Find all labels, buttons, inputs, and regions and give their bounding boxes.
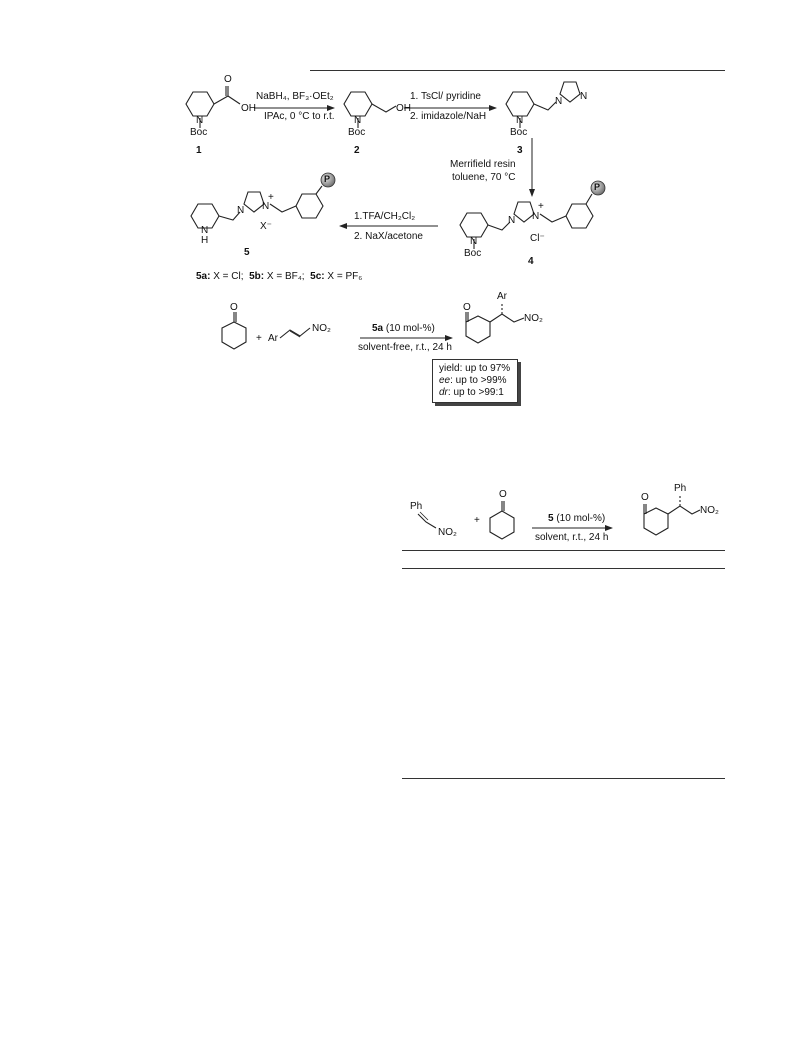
atom-n-5c: N [262, 201, 270, 212]
step-4-reagents-line-2: 2. NaX/acetone [354, 231, 423, 242]
boc-3: Boc [510, 127, 528, 138]
benzene-ring-5 [296, 194, 323, 218]
table-top-rule [402, 550, 725, 551]
ee-label: ee [439, 375, 451, 386]
compound-label-3: 3 [517, 145, 523, 156]
step-2-reagents-line-2: 2. imidazole/NaH [410, 111, 487, 122]
yield-label: yield [439, 363, 460, 374]
results-box [432, 359, 518, 403]
imidazole-ring-3 [560, 82, 580, 102]
variant-5c-text: X = PF₆ [324, 271, 363, 282]
compound-label-2: 2 [354, 145, 360, 156]
atom-n-1: N [196, 115, 204, 126]
variant-5a-text: X = Cl; [210, 271, 244, 282]
cyclohexanone-ring-2 [466, 316, 490, 343]
variant-list [196, 272, 362, 282]
counterion-x-5: X⁻ [260, 221, 272, 232]
step-1-reagents-line-1: NaBH₄, BF₃·OEt₂ [256, 91, 334, 102]
pyrrolidine-ring-4 [460, 213, 488, 237]
atom-n-4a: N [508, 215, 516, 226]
pyrrolidine-ring-3 [506, 92, 534, 116]
imidazole-ring-4 [514, 202, 534, 222]
variant-5a-id: 5a: [196, 271, 211, 282]
atom-n-4c: N [470, 236, 478, 247]
step-4-reagents-line-1: 1.TFA/CH₂Cl₂ [354, 211, 416, 222]
yield-line [439, 363, 511, 375]
scheme-2-nitro-reactant: NO₂ [312, 323, 331, 334]
dr-value: : up to >99:1 [447, 387, 504, 398]
scheme-2-oxygen-2: O [463, 302, 471, 313]
pyrrolidine-ring-1 [186, 92, 214, 116]
table-nitro-reactant: NO₂ [438, 527, 457, 538]
table-oxygen-product: O [641, 492, 649, 503]
compound-label-5: 5 [244, 247, 250, 258]
atom-n-3b: N [580, 91, 588, 102]
atom-n-5a: N [201, 225, 209, 236]
atom-n-4b: N [532, 211, 540, 222]
atom-h-5: H [201, 235, 209, 246]
atom-oh-2: OH [396, 103, 411, 114]
polymer-p-4: P [594, 182, 601, 192]
ee-line [439, 375, 511, 387]
variant-5b-text: X = BF₄; [264, 271, 305, 282]
plus-charge-4: + [538, 201, 544, 212]
scheme-2-nitro-product: NO₂ [524, 313, 543, 324]
table-plus: + [474, 515, 480, 526]
table-phenyl-product: Ph [674, 483, 687, 494]
yield-value: : up to 97% [459, 363, 511, 374]
table-catalyst-id: 5 [548, 513, 554, 524]
atom-n-5b: N [237, 205, 245, 216]
atom-n-3c: N [516, 115, 524, 126]
table-phenyl-reactant: Ph [410, 501, 423, 512]
step-1-reagents-line-2: IPAc, 0 °C to r.t. [264, 111, 335, 122]
table-conditions: solvent, r.t., 24 h [535, 532, 609, 543]
step-2-reagents-line-1: 1. TsCl/ pyridine [410, 91, 481, 102]
imidazole-ring-5 [244, 192, 264, 212]
table-catalyst-loading: (10 mol-%) [553, 513, 606, 524]
scheme-1-drawing [0, 0, 793, 300]
variant-5b-id: 5b: [249, 271, 265, 282]
scheme-2-catalyst-id: 5a [372, 323, 384, 334]
scheme-2-conditions: solvent-free, r.t., 24 h [358, 342, 452, 353]
step-3-reagents-line-1: Merrifield resin [450, 159, 516, 170]
boc-1: Boc [190, 127, 208, 138]
ee-value: : up to >99% [450, 375, 507, 386]
atom-n-2: N [354, 115, 362, 126]
step-3-reagents-line-2: toluene, 70 °C [452, 172, 516, 183]
benzene-ring-4 [566, 204, 593, 228]
atom-o-1: O [224, 74, 232, 85]
compound-label-4: 4 [528, 256, 534, 267]
scheme-2-plus: + [256, 333, 262, 344]
table-nitro-product: NO₂ [700, 505, 719, 516]
variant-5c-id: 5c: [310, 271, 325, 282]
table-bottom-rule [402, 778, 725, 779]
table-cyclohexanone-ring [490, 511, 514, 539]
scheme-2-catalyst-loading: (10 mol-%) [383, 323, 435, 334]
scheme-2-aryl-product: Ar [497, 291, 507, 302]
table-catalyst [548, 514, 605, 524]
dr-line [439, 387, 511, 399]
scheme-2-oxygen-1: O [230, 302, 238, 313]
pyrrolidine-ring-2 [344, 92, 372, 116]
table-header-rule [402, 568, 725, 569]
boc-2: Boc [348, 127, 366, 138]
scheme-2-aryl-reactant: Ar [268, 333, 278, 344]
atom-oh-1: OH [241, 103, 256, 114]
atom-n-3a: N [555, 96, 563, 107]
cyclohexanone-ring-1 [222, 322, 246, 349]
polymer-p-5: P [324, 174, 331, 184]
compound-label-1: 1 [196, 145, 202, 156]
plus-charge-5: + [268, 192, 274, 203]
table-oxygen-reactant: O [499, 489, 507, 500]
scheme-2-catalyst [372, 324, 435, 334]
table-product-ring [644, 508, 668, 535]
counterion-cl-4: Cl⁻ [530, 233, 545, 244]
boc-4: Boc [464, 248, 482, 259]
dr-label: dr [439, 387, 448, 398]
